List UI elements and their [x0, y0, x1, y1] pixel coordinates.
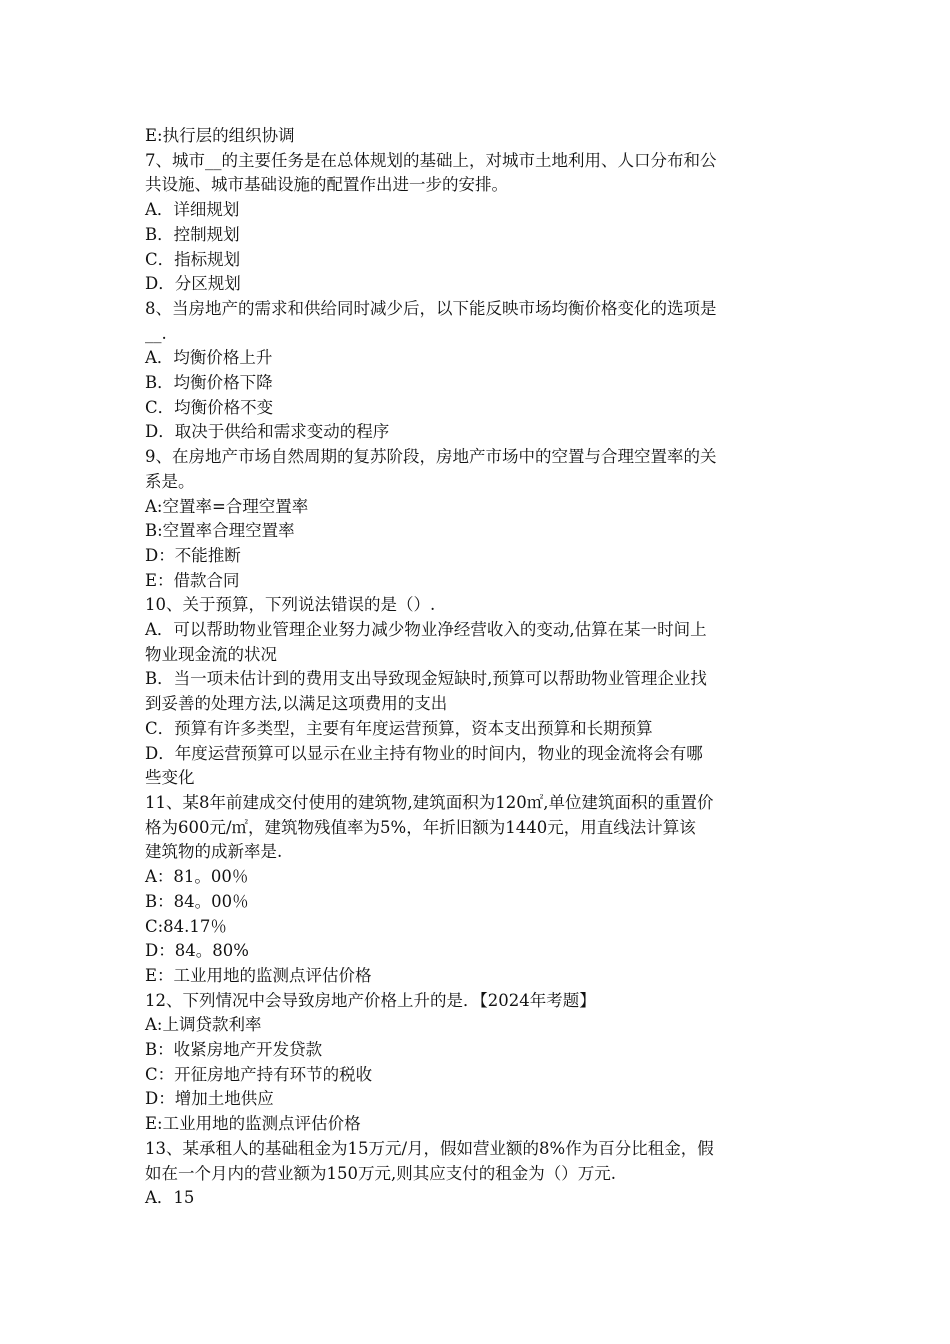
option-line-cont: 物业现金流的状况	[145, 644, 277, 664]
option-line: B．当一项未估计到的费用支出导致现金短缺时,预算可以帮助物业管理企业找	[145, 669, 707, 689]
option-line: B：84。00％	[145, 891, 249, 911]
document-body	[145, 124, 807, 1211]
question-12-stem: 12、下列情况中会导致房地产价格上升的是．【2024年考题】	[145, 990, 596, 1010]
option-line: A．详细规划	[145, 200, 240, 220]
option-line: C:84.17％	[145, 916, 227, 936]
option-line: D：不能推断	[145, 545, 241, 565]
question-9-stem: 9、在房地产市场自然周期的复苏阶段，房地产市场中的空置与合理空置率的关	[145, 447, 717, 467]
option-line-cont: 到妥善的处理方法,以满足这项费用的支出	[145, 694, 448, 714]
option-line: A．可以帮助物业管理企业努力减少物业净经营收入的变动,估算在某一时间上	[145, 620, 707, 640]
option-line: B．均衡价格下降	[145, 373, 273, 393]
question-8-stem: 8、当房地产的需求和供给同时减少后，以下能反映市场均衡价格变化的选项是	[145, 298, 717, 318]
option-line: A．均衡价格上升	[145, 348, 273, 368]
text-line: E:执行层的组织协调	[145, 126, 295, 145]
option-line: C．预算有许多类型，主要有年度运营预算，资本支出预算和长期预算	[145, 718, 653, 738]
option-line: E:工业用地的监测点评估价格	[145, 1114, 361, 1134]
option-line: D．分区规划	[145, 274, 241, 294]
option-line: A:空置率=合理空置率	[145, 496, 309, 516]
option-line: E：工业用地的监测点评估价格	[145, 965, 372, 985]
option-line: B:空置率合理空置率	[145, 521, 295, 541]
option-line: D：增加土地供应	[145, 1089, 274, 1109]
option-line-cont: 些变化	[145, 768, 195, 788]
option-line: C．指标规划	[145, 249, 241, 269]
question-11-stem-cont: 格为600元/㎡，建筑物残值率为5%，年折旧额为1440元，用直线法计算该	[145, 817, 696, 837]
question-7-stem: 7、城市__的主要任务是在总体规划的基础上，对城市土地利用、人口分布和公	[145, 150, 717, 170]
option-line: D．年度运营预算可以显示在业主持有物业的时间内，物业的现金流将会有哪	[145, 743, 703, 763]
question-11-stem: 11、某8年前建成交付使用的建筑物,建筑面积为120㎡,单位建筑面积的重置价	[145, 792, 714, 812]
option-line: C：开征房地产持有环节的税收	[145, 1064, 373, 1084]
option-line: C．均衡价格不变	[145, 397, 274, 417]
question-11-stem-cont: 建筑物的成新率是.	[145, 842, 283, 862]
question-8-stem-cont: __.	[145, 323, 167, 343]
question-13-stem-cont: 如在一个月内的营业额为150万元,则其应支付的租金为（）万元.	[145, 1163, 616, 1183]
option-line: B：收紧房地产开发贷款	[145, 1040, 323, 1060]
option-line: A:上调贷款利率	[145, 1015, 262, 1035]
question-13-stem: 13、某承租人的基础租金为15万元/月，假如营业额的8%作为百分比租金，假	[145, 1138, 714, 1158]
question-9-stem-cont: 系是。	[145, 471, 195, 491]
option-line: B．控制规划	[145, 224, 240, 244]
option-line: E：借款合同	[145, 570, 240, 590]
option-line: D．取决于供给和需求变动的程序	[145, 422, 390, 442]
option-line: A：81。00％	[145, 867, 249, 887]
option-line: D：84。80%	[145, 941, 249, 961]
question-7-stem-cont: 共设施、城市基础设施的配置作出进一步的安排。	[145, 175, 508, 195]
question-10-stem: 10、关于预算，下列说法错误的是（）.	[145, 595, 436, 615]
option-line: A．15	[145, 1188, 195, 1208]
